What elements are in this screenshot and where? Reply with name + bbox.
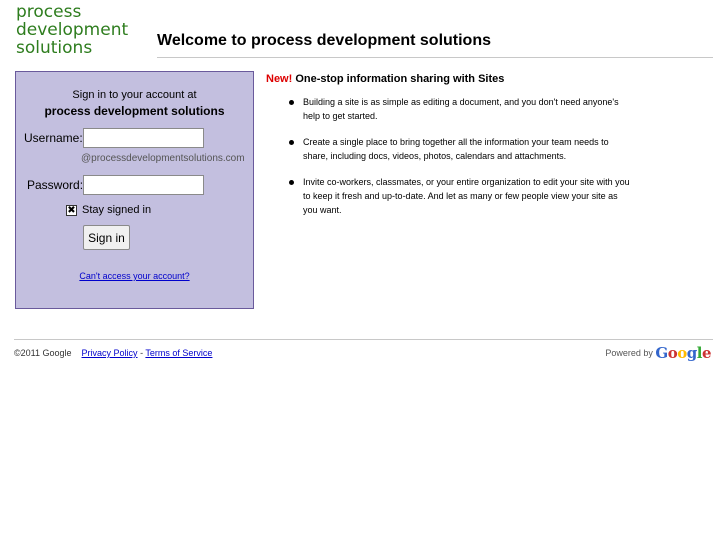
google-logo-letter: g bbox=[686, 344, 697, 362]
footer-divider bbox=[14, 339, 713, 340]
bullet-icon bbox=[289, 100, 294, 105]
password-label: Password: bbox=[27, 178, 84, 192]
powered-by-label: Powered by bbox=[605, 348, 653, 358]
sites-news bbox=[266, 73, 686, 229]
stay-signed-in-checkbox[interactable]: ✖ bbox=[67, 205, 76, 216]
copyright: ©2011 Google bbox=[14, 348, 72, 358]
list-item-text: Create a single place to bring together all the information your team needs to share, including docs, videos, photos, calendars and attachments. bbox=[303, 137, 609, 161]
privacy-policy-link[interactable]: Privacy Policy bbox=[81, 348, 138, 358]
google-logo-letter: l bbox=[696, 344, 702, 362]
username-label: Username: bbox=[24, 131, 83, 145]
password-input[interactable] bbox=[83, 175, 204, 195]
google-logo-letter: G bbox=[655, 344, 668, 362]
bullet-icon bbox=[289, 180, 294, 185]
stay-signed-in-label: Stay signed in bbox=[82, 204, 152, 216]
news-list bbox=[266, 95, 686, 217]
username-input[interactable] bbox=[83, 128, 204, 148]
list-item-text: Building a site is as simple as editing a document, and you don't need anyone's help to get started. bbox=[303, 97, 619, 121]
list-item bbox=[303, 95, 633, 123]
list-item bbox=[303, 175, 633, 217]
login-panel bbox=[15, 71, 254, 309]
footer-separator: - bbox=[140, 348, 144, 358]
site-logo bbox=[16, 3, 128, 57]
new-badge: New! bbox=[266, 73, 293, 85]
news-title bbox=[266, 73, 686, 85]
terms-of-service-link[interactable]: Terms of Service bbox=[145, 348, 213, 358]
logo-line-1: process bbox=[16, 2, 82, 22]
header-divider bbox=[157, 57, 713, 58]
sign-in-button[interactable]: Sign in bbox=[83, 225, 130, 250]
google-logo bbox=[655, 344, 711, 362]
google-logo-letter: o bbox=[667, 344, 678, 362]
cant-access-account-link[interactable]: Can't access your account? bbox=[79, 271, 190, 281]
news-heading: One-stop information sharing with Sites bbox=[295, 73, 505, 85]
domain-hint: @processdevelopmentsolutions.com bbox=[81, 153, 245, 164]
google-logo-letter: o bbox=[677, 344, 687, 362]
footer bbox=[14, 348, 212, 358]
bullet-icon bbox=[289, 140, 294, 145]
signin-org-name: process development solutions bbox=[44, 104, 225, 118]
signin-intro: Sign in to your account at bbox=[72, 89, 197, 101]
page-title: Welcome to process development solutions bbox=[157, 32, 491, 49]
list-item-text: Invite co-workers, classmates, or your entire organization to edit your site with you to keep it fresh and up-to-date. And let as many or few people view your site as you want. bbox=[303, 177, 630, 215]
google-logo-letter: e bbox=[701, 344, 711, 362]
logo-line-3: solutions bbox=[16, 38, 93, 58]
logo-line-2: development bbox=[16, 20, 129, 40]
list-item bbox=[303, 135, 633, 163]
powered-by bbox=[605, 344, 711, 362]
